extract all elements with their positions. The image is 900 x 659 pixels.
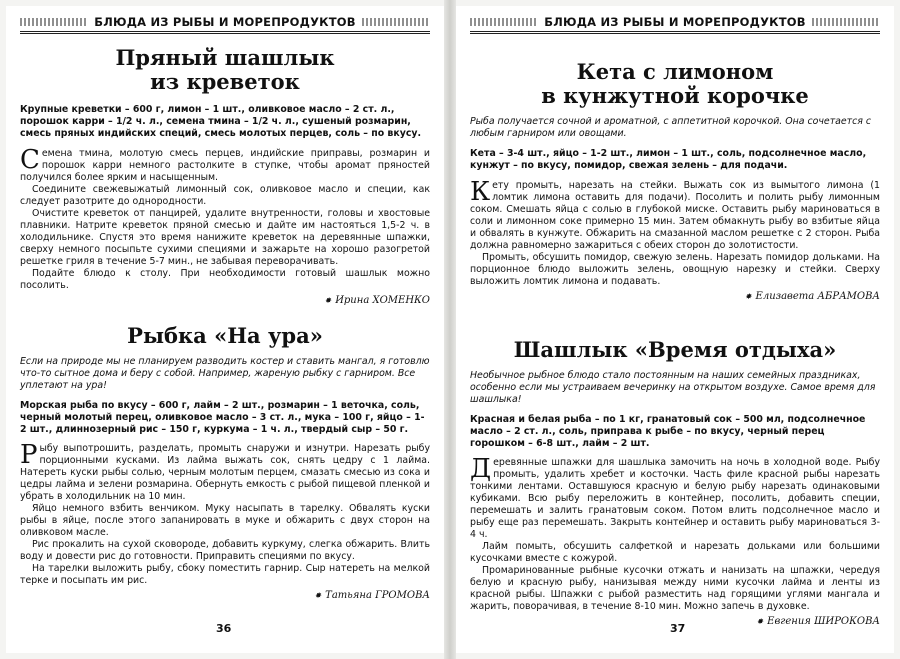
paragraph	[20, 145, 430, 184]
drop-cap: Р	[20, 440, 38, 470]
book-gutter	[444, 0, 456, 659]
paragraph: Рис прокалить на сухой сковороде, добавить куркуму, слегка обжарить. Влить воду и довести рис до готовности. Приправить специями по вкусу.	[20, 539, 430, 562]
paragraph-text: емена тмина, молотую смесь перцев, индийские приправы, розмарин и порошок карри немного растолките в ступке, чтобы аромат пряностей получился более ярким и насыщенным.	[20, 148, 430, 183]
right-page	[456, 6, 894, 653]
recipe-body	[20, 440, 430, 587]
recipe-title	[20, 46, 430, 94]
author-name: Татьяна ГРОМОВА	[325, 590, 430, 601]
header-rule-right	[812, 18, 880, 26]
page-number: 37	[670, 622, 686, 635]
recipe-kebab-rest-time	[470, 338, 880, 627]
recipe-title	[470, 60, 880, 108]
star-icon: ✸	[756, 617, 764, 626]
paragraph-text: ыбу выпотрошить, разделать, промыть снаружи и изнутри. Нарезать рыбу порционными кусками. Из лайма выжать сок, снять цедру с 1 лайма. Натереть куски рыбы солью, черным молотым перцем, смазать смесью из сока и цедры лайма и зелени розмарина. Обернуть емкость с рыбой пищевой пленкой и убрать в холодильник на 10 мин.	[20, 443, 430, 502]
paragraph-text: ету промыть, нарезать на стейки. Выжать сок из вымытого лимона (1 ломтик лимона оставить для подачи). Посолить и полить рыбу лимонным соком. Смешать яйца с солью в глубокой миске. Оставить рыбу мариноваться в соли и лимонном соке примерно 15 мин. Затем обмакнуть рыбу во взбитые яйца и обвалять в кунжуте. Обжарить на смазанной маслом решетке с 2 сторон. Рыба должна равномерно зажариться с обеих сторон до золотистости.	[470, 180, 880, 251]
recipe-ingredients: Красная и белая рыба – по 1 кг, гранатовый сок – 500 мл, подсолнечное масло – 2 ст. л., соль, приправа к рыбе – по вкусу, черный перец горошком – 6-8 шт., лайм – 2 шт.	[470, 414, 866, 449]
recipe-body	[470, 454, 880, 613]
recipe-title: Шашлык «Время отдыха»	[513, 337, 837, 362]
drop-cap: С	[20, 145, 40, 175]
header-rule-left	[20, 18, 88, 26]
recipe-fish-na-ura	[20, 324, 430, 601]
header-rule-right	[362, 18, 430, 26]
recipe-body	[470, 177, 880, 288]
left-page-header	[20, 12, 430, 34]
recipe-ingredients: Кета – 3-4 шт., яйцо – 1-2 шт., лимон – 1 шт., соль, подсолнечное масло, кунжут – по вкусу, помидор, свежая зелень – для подачи.	[470, 148, 867, 171]
section-header-title: БЛЮДА ИЗ РЫБЫ И МОРЕПРОДУКТОВ	[544, 14, 806, 29]
paragraph: Яйцо немного взбить венчиком. Муку насыпать в тарелку. Обвалять куски рыбы в яйце, после этого запанировать в муке и обжарить с двух сторон на оливковом масле.	[20, 503, 430, 538]
paragraph: Очистите креветок от панцирей, удалите внутренности, головы и хвостовые плавники. Натрите креветок пряной смесью и дайте им настояться 1,5-2 ч. в холодильнике. Спустя это время нанижите креветок на деревянные шпажки, сверху немного посыпьте сухими специями и зажарьте на хорошо разогретой решетке гриля в течение 5-7 мин., не забывая переворачивать.	[20, 208, 430, 267]
paragraph: Лайм помыть, обсушить салфеткой и нарезать дольками или большими кусочками вместе с кожурой.	[470, 541, 880, 564]
paragraph	[470, 454, 880, 541]
author-signature	[470, 291, 880, 302]
star-icon: ✸	[314, 591, 322, 600]
drop-cap: Д	[470, 454, 492, 484]
star-icon: ✸	[324, 296, 332, 305]
recipe-title-line2: в кунжутной корочке	[541, 83, 809, 108]
paragraph: Подайте блюдо к столу. При необходимости готовый шашлык можно посолить.	[20, 268, 430, 291]
recipe-title-line2: из креветок	[150, 69, 300, 94]
recipe-title-line1: Кета с лимоном	[576, 59, 774, 84]
paragraph	[20, 440, 430, 503]
author-name: Евгения ШИРОКОВА	[767, 616, 880, 627]
recipe-ingredients: Крупные креветки – 600 г, лимон – 1 шт., оливковое масло – 2 ст. л., порошок карри – 1/2 ч. л., семена тмина – 1/2 ч. л., сушеный розмарин, смесь пряных индийских специй, смесь молотых перцев, соль – по вкусу.	[20, 104, 422, 139]
paragraph-text: еревянные шпажки для шашлыка замочить на ночь в холодной воде. Рыбу промыть, удалить хребет и косточки. Часть филе красной рыбы нарезать тонкими лентами. Оставшуюся красную и белую рыбу нарезать одинаковыми кубиками. Всю рыбу переложить в контейнер, посолить, добавить специи, перемешать и залить гранатовым соком. Потом влить подсолнечное масло и рыбу еще раз перемешать. Закрыть контейнер и оставить рыбу мариноваться 3-4 ч.	[470, 457, 880, 540]
author-name: Елизавета АБРАМОВА	[755, 291, 880, 302]
author-signature	[20, 590, 430, 601]
drop-cap: К	[470, 177, 491, 207]
right-page-header	[470, 12, 880, 34]
paragraph	[470, 177, 880, 252]
left-page	[6, 6, 444, 653]
author-signature	[20, 295, 430, 306]
recipe-keta-lemon	[470, 60, 880, 302]
recipe-body	[20, 145, 430, 292]
star-icon: ✸	[744, 292, 752, 301]
paragraph: Соедините свежевыжатый лимонный сок, оливковое масло и специи, как следует разотрите до однородности.	[20, 184, 430, 207]
paragraph: Промыть, обсушить помидор, свежую зелень. Нарезать помидор дольками. На порционное блюдо выложить зелень, овощную нарезку и стейки. Сверху выложить ломтик лимона и подавать.	[470, 252, 880, 287]
page-number: 36	[216, 622, 232, 635]
recipe-shrimp-kebab	[20, 46, 430, 306]
recipe-lead: Если на природе мы не планируем разводить костер и ставить мангал, я готовлю что-то сытное дома и беру с собой. Например, жареную рыбку с гарниром. Все уплетают на ура!	[20, 356, 430, 391]
section-header-title: БЛЮДА ИЗ РЫБЫ И МОРЕПРОДУКТОВ	[94, 14, 356, 29]
recipe-lead: Необычное рыбное блюдо стало постоянным на наших семейных праздниках, особенно если мы устраиваем вечеринку на открытом воздухе. Самое время для шашлыка!	[470, 370, 876, 405]
header-rule-left	[470, 18, 538, 26]
recipe-title-line1: Пряный шашлык	[115, 45, 335, 70]
paragraph: На тарелки выложить рыбу, сбоку поместить гарнир. Сыр натереть на мелкой терке и посыпать им рис.	[20, 563, 430, 586]
recipe-title: Рыбка «На ура»	[127, 323, 323, 348]
author-name: Ирина ХОМЕНКО	[335, 295, 430, 306]
paragraph: Промаринованные рыбные кусочки отжать и нанизать на шпажки, чередуя белую и красную рыбу, нанизывая между ними кусочки лайма и ленты из красной рыбы. Шпажки с рыбой разместить над горящими углями мангала и жарить, поворачивая, в течение 8-10 мин. Можно запечь в духовке.	[470, 565, 880, 612]
recipe-ingredients: Морская рыба по вкусу – 600 г, лайм – 2 шт., розмарин – 1 веточка, соль, черный молотый перец, оливковое масло – 3 ст. л., мука – 100 г, яйцо – 1-2 шт., длиннозерный рис – 150 г, куркума – 1 ч. л., твердый сыр – 50 г.	[20, 400, 425, 435]
recipe-lead: Рыба получается сочной и ароматной, с аппетитной корочкой. Она сочетается с любым гарниром или овощами.	[470, 116, 872, 139]
